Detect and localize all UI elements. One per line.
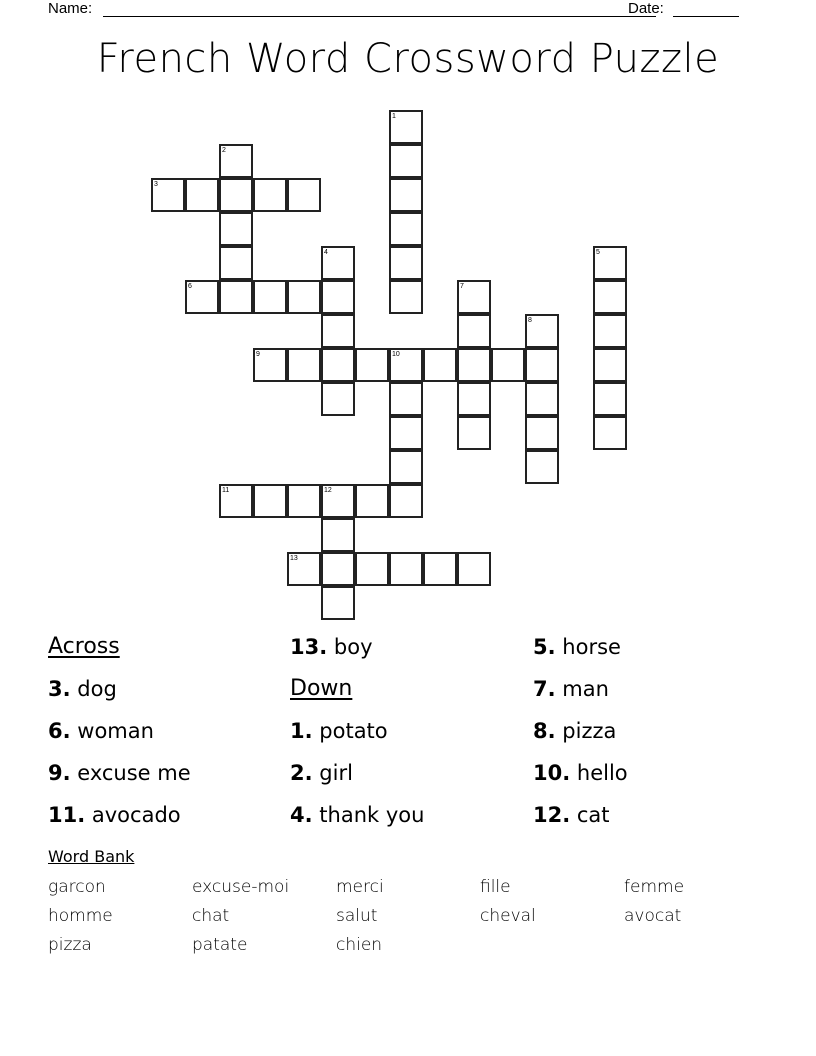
clue [290, 712, 520, 754]
clue-number: 1. [290, 719, 313, 743]
page-title: French Word Crossword Puzzle [96, 36, 720, 82]
clue-number: 10. [533, 761, 571, 785]
clue-text: avocado [91, 803, 181, 827]
down-clue-list-continued [533, 628, 763, 838]
clues-column-1 [48, 628, 278, 838]
crossword-cell[interactable] [525, 416, 559, 450]
cell-number: 12 [324, 487, 332, 494]
crossword-cell[interactable] [593, 246, 627, 280]
clue [48, 796, 278, 838]
clue-number: 4. [290, 803, 313, 827]
crossword-cell[interactable] [389, 552, 423, 586]
crossword-cell[interactable] [355, 348, 389, 382]
crossword-cell[interactable] [287, 280, 321, 314]
crossword-cell[interactable] [389, 178, 423, 212]
crossword-cell[interactable] [321, 586, 355, 620]
cell-number: 10 [392, 351, 400, 358]
crossword-cell[interactable] [423, 552, 457, 586]
crossword-cell[interactable] [253, 484, 287, 518]
crossword-cell[interactable] [593, 348, 627, 382]
clue-text: girl [319, 761, 353, 785]
clue-text: hello [576, 761, 628, 785]
crossword-cell[interactable] [525, 314, 559, 348]
clue-number: 9. [48, 761, 71, 785]
clue-number: 6. [48, 719, 71, 743]
clue [533, 628, 763, 670]
word-bank-item: excuse-moi [192, 877, 290, 897]
crossword-cell[interactable] [253, 280, 287, 314]
date-label: Date: [628, 0, 664, 17]
clue-number: 8. [533, 719, 556, 743]
crossword-cell[interactable] [185, 178, 219, 212]
clue [290, 628, 520, 670]
crossword-cell[interactable] [491, 348, 525, 382]
word-bank-item: cheval [480, 906, 536, 926]
crossword-cell[interactable] [593, 416, 627, 450]
word-bank-item: chat [192, 906, 230, 926]
clue-number: 5. [533, 635, 556, 659]
crossword-cell[interactable] [389, 348, 423, 382]
crossword-cell[interactable] [219, 246, 253, 280]
word-bank-item: patate [192, 935, 248, 955]
crossword-cell[interactable] [423, 348, 457, 382]
crossword-cell[interactable] [457, 280, 491, 314]
word-bank-item: salut [336, 906, 378, 926]
down-clue-list [290, 712, 520, 838]
clue-text: woman [77, 719, 154, 743]
clues-column-2 [290, 628, 520, 838]
crossword-cell[interactable] [389, 144, 423, 178]
crossword-cell[interactable] [185, 280, 219, 314]
clue-number: 13. [290, 635, 328, 659]
clue-text: excuse me [77, 761, 191, 785]
crossword-cell[interactable] [525, 382, 559, 416]
cell-number: 3 [154, 181, 158, 188]
cell-number: 11 [222, 487, 230, 494]
crossword-cell[interactable] [219, 144, 253, 178]
crossword-cell[interactable] [287, 178, 321, 212]
crossword-cell[interactable] [593, 382, 627, 416]
crossword-cell[interactable] [219, 178, 253, 212]
crossword-cell[interactable] [389, 110, 423, 144]
crossword-cell[interactable] [355, 484, 389, 518]
crossword-cell[interactable] [389, 212, 423, 246]
clue [290, 796, 520, 838]
clue [533, 754, 763, 796]
cell-number: 8 [528, 317, 532, 324]
word-bank-item: avocat [624, 906, 682, 926]
crossword-cell[interactable] [321, 484, 355, 518]
word-bank [48, 876, 768, 956]
clue-text: horse [562, 635, 621, 659]
crossword-cell[interactable] [253, 348, 287, 382]
clue [533, 670, 763, 712]
clue-text: man [562, 677, 609, 701]
crossword-cell[interactable] [389, 382, 423, 416]
crossword-cell[interactable] [457, 416, 491, 450]
word-bank-item: garcon [48, 877, 106, 897]
crossword-cell[interactable] [321, 280, 355, 314]
name-line[interactable] [103, 16, 656, 17]
crossword-cell[interactable] [287, 348, 321, 382]
crossword-cell[interactable] [321, 314, 355, 348]
clue [533, 712, 763, 754]
crossword-cell[interactable] [219, 212, 253, 246]
crossword-cell[interactable] [389, 484, 423, 518]
cell-number: 5 [596, 249, 600, 256]
clue-number: 2. [290, 761, 313, 785]
crossword-cell[interactable] [287, 484, 321, 518]
clue-number: 12. [533, 803, 571, 827]
word-bank-item: femme [624, 877, 685, 897]
clue-text: pizza [562, 719, 617, 743]
word-bank-item: homme [48, 906, 113, 926]
word-bank-item: merci [336, 877, 384, 897]
cell-number: 4 [324, 249, 328, 256]
crossword-cell[interactable] [525, 450, 559, 484]
name-date-header [48, 0, 748, 20]
cell-number: 13 [290, 555, 298, 562]
clue-text: dog [77, 677, 117, 701]
crossword-cell[interactable] [457, 314, 491, 348]
crossword-cell[interactable] [287, 552, 321, 586]
clue [290, 754, 520, 796]
cell-number: 9 [256, 351, 260, 358]
clue-text: boy [333, 635, 373, 659]
clue [48, 670, 278, 712]
down-heading: Down [290, 676, 353, 701]
crossword-cell[interactable] [593, 314, 627, 348]
crossword-cell[interactable] [457, 552, 491, 586]
crossword-cell[interactable] [321, 518, 355, 552]
crossword-cell[interactable] [593, 280, 627, 314]
date-line[interactable] [673, 16, 739, 17]
clue-number: 11. [48, 803, 86, 827]
crossword-cell[interactable] [321, 552, 355, 586]
clue-number: 7. [533, 677, 556, 701]
crossword-cell[interactable] [321, 382, 355, 416]
crossword-cell[interactable] [389, 280, 423, 314]
word-bank-title: Word Bank [48, 847, 135, 866]
clue [533, 796, 763, 838]
word-bank-item: fille [480, 877, 511, 897]
crossword-cell[interactable] [457, 348, 491, 382]
crossword-cell[interactable] [389, 416, 423, 450]
clue-number: 3. [48, 677, 71, 701]
word-bank-item: chien [336, 935, 383, 955]
crossword-cell[interactable] [219, 280, 253, 314]
across-heading: Across [48, 634, 120, 659]
crossword-cell[interactable] [219, 484, 253, 518]
clue [48, 712, 278, 754]
clue-text: cat [576, 803, 610, 827]
crossword-cell[interactable] [253, 178, 287, 212]
clue-text: thank you [319, 803, 425, 827]
clue [48, 754, 278, 796]
crossword-cell[interactable] [457, 382, 491, 416]
cell-number: 7 [460, 283, 464, 290]
name-label: Name: [48, 0, 93, 17]
crossword-cell[interactable] [389, 450, 423, 484]
across-clue-list [48, 670, 278, 838]
word-bank-item: pizza [48, 935, 92, 955]
crossword-cell[interactable] [151, 178, 185, 212]
crossword-cell[interactable] [355, 552, 389, 586]
crossword-cell[interactable] [321, 348, 355, 382]
clue-text: potato [319, 719, 388, 743]
clues-column-3 [533, 628, 763, 838]
cell-number: 6 [188, 283, 192, 290]
cell-number: 1 [392, 113, 396, 120]
crossword-cell[interactable] [389, 246, 423, 280]
crossword-cell[interactable] [321, 246, 355, 280]
cell-number: 2 [222, 147, 226, 154]
crossword-cell[interactable] [525, 348, 559, 382]
